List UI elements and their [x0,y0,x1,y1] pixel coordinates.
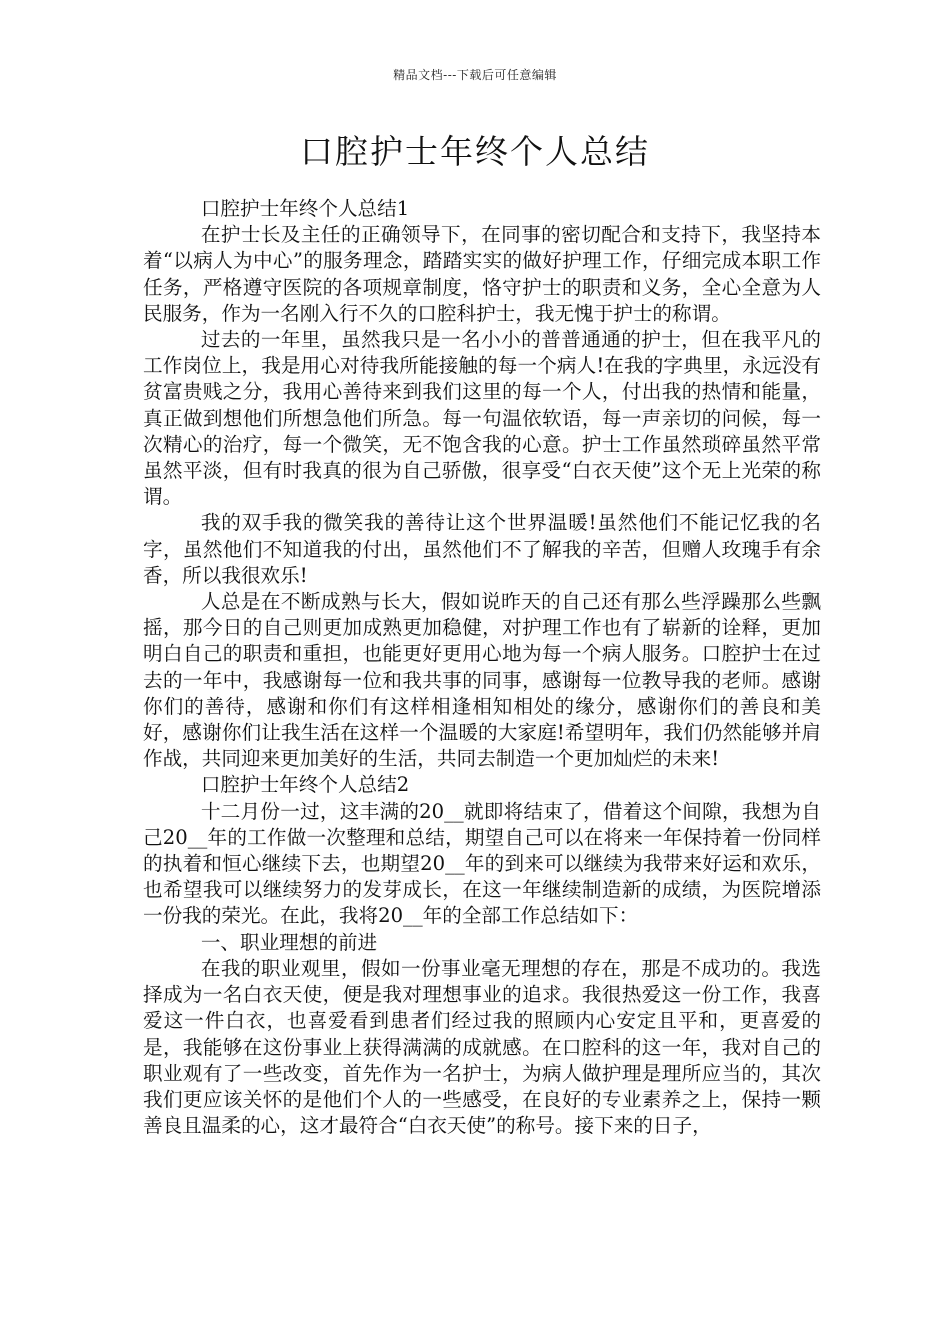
document-body [143,196,821,1139]
paragraph: 十二月份一过，这丰满的20__就即将结束了，借着这个间隙，我想为自己20__年的工作做一次整理和总结，期望自己可以在将来一年保持着一份同样的执着和恒心继续下去，也期望20__年的到来可以继续为我带来好运和欢乐，也希望我可以继续努力的发芽成长，在这一年继续制造新的成绩，为医院增添一份我的荣光。在此，我将20__年的全部工作总结如下： [143,799,821,928]
section-heading: 口腔护士年终个人总结2 [200,773,410,797]
paragraph: 在护士长及主任的正确领导下，在同事的密切配合和支持下，我坚持本着“以病人为中心”的服务理念，踏踏实实的做好护理工作，仔细完成本职工作任务，严格遵守医院的各项规章制度，恪守护士的职责和义务，全心全意为人民服务，作为一名刚入行不久的口腔科护士，我无愧于护士的称谓。 [143,223,821,325]
paragraph: 人总是在不断成熟与长大，假如说昨天的自己还有那么些浮躁那么些飘摇，那今日的自己则更加成熟更加稳健，对护理工作也有了崭新的诠释，更加明白自己的职责和重担，也能更好更用心地为每一个病人服务。口腔护士在过去的一年中，我感谢每一位和我共事的同事，感谢每一位教导我的老师。感谢你们的善待，感谢和你们有这样相逢相知相处的缘分，感谢你们的善良和美好，感谢你们让我生活在这样一个温暖的大家庭!希望明年，我们仍然能够并肩作战，共同迎来更加美好的生活，共同去制造一个更加灿烂的未来! [143,590,821,771]
header-note: 精品文档---下载后可任意编辑 [393,68,557,82]
paragraph: 过去的一年里，虽然我只是一名小小的普普通通的护士，但在我平凡的工作岗位上，我是用心对待我所能接触的每一个病人!在我的字典里，永远没有贫富贵贱之分，我用心善待来到我们这里的每一个人，付出我的热情和能量，真正做到想他们所想急他们所急。每一句温依软语，每一声亲切的问候，每一次精心的治疗，每一个微笑，无不饱含我的心意。护士工作虽然琐碎虽然平常虽然平淡，但有时我真的很为自己骄傲，很享受“白衣天使”这个无上光荣的称谓。 [143,328,821,509]
paragraph: 在我的职业观里，假如一份事业毫无理想的存在，那是不成功的。我选择成为一名白衣天使，便是我对理想事业的追求。我很热爱这一份工作，我喜爱这一件白衣，也喜爱看到患者们经过我的照顾内心安定且平和，更喜爱的是，我能够在这份事业上获得满满的成就感。在口腔科的这一年，我对自己的职业观有了一些改变，首先作为一名护士，为病人做护理是理所应当的，其次我们更应该关怀的是他们个人的一些感受，在良好的专业素养之上，保持一颗善良且温柔的心，这才最符合“白衣天使”的称号。接下来的日子， [143,956,821,1138]
section-heading: 口腔护士年终个人总结1 [200,197,410,220]
document-title: 口腔护士年终个人总结 [300,132,650,171]
subsection-heading: 一、职业理想的前进 [200,930,378,954]
paragraph: 我的双手我的微笑我的善待让这个世界温暖!虽然他们不能记忆我的名字，虽然他们不知道我的付出，虽然他们不了解我的辛苦，但赠人玫瑰手有余香，所以我很欢乐! [143,511,821,587]
